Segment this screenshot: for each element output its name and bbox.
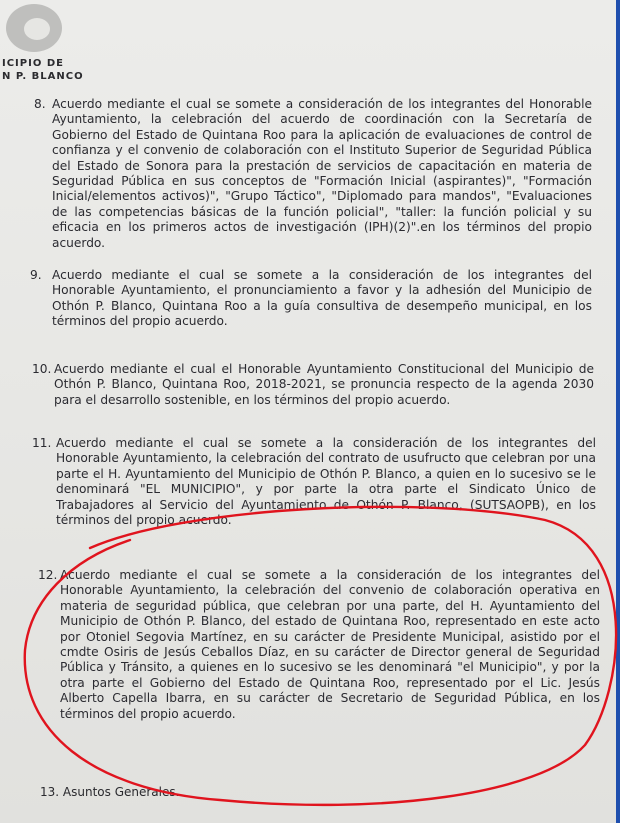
agenda-item-13	[40, 785, 179, 799]
item-number: 13.	[40, 785, 60, 799]
item-text: Acuerdo mediante el cual se somete a la consideración de los integrantes del Honorable Ayuntamiento, la celebración del convenio de colaboración operativa en materia de seguridad pública, que celebran por una parte, del H. Ayuntamiento del Municipio de Othón P. Blanco, del estado de Quintana Roo, representado en este acto por Otoniel Segovia Martínez, en su carácter de Presidente Municipal, asistido por el cmdte Osiris de Jesús Ceballos Díaz, en su carácter de Director general de Seguridad Pública y Tránsito, a quienes en lo sucesivo se les denominará "el Municipio", y por la otra parte el Gobierno del Estado de Quintana Roo, representado por el Lic. Jesús Alberto Capella Ibarra, en su carácter de Secretario de Seguridad Pública, en los términos del propio acuerdo.	[60, 568, 600, 721]
item-text: Acuerdo mediante el cual se somete a la consideración de los integrantes del Honorable Ayuntamiento, el pronunciamiento a favor y la adhesión del Municipio de Othón P. Blanco, Quintana Roo a la guía consultiva de desempeño municipal, en los términos del propio acuerdo.	[52, 268, 592, 329]
item-number: 9.	[30, 268, 42, 282]
municipality-name-line1: ICIPIO DE	[2, 58, 64, 69]
item-number: 8.	[34, 97, 46, 111]
item-text: Acuerdo mediante el cual el Honorable Ayuntamiento Constitucional del Municipio de Othón P. Blanco, Quintana Roo, 2018-2021, se pronuncia respecto de la agenda 2030 para el desarrollo sostenible, en los términos del propio acuerdo.	[54, 362, 594, 407]
item-number: 12.	[38, 568, 58, 582]
screen-edge	[616, 0, 620, 823]
item-text: Acuerdo mediante el cual se somete a consideración de los integrantes del Honorable Ayuntamiento, la celebración del acuerdo de coordinación con la Secretaría de Gobierno del Estado de Quintana Roo para la aplicación de evaluaciones de control de confianza y el convenio de colaboración con el Instituto Superior de Seguridad Pública del Estado de Sonora para la prestación de servicios de capacitación en materia de Seguridad Pública en sus conceptos de "Formación Inicial (aspirantes)", "Formación Inicial/elementos activos)", "Grupo Táctico", "Diplomado para mandos", "Evaluaciones de las competencias básicas de la función policial", "taller: la función policial y su eficacia en los primeros actos de investigación (IPH)(2)".en los términos del propio acuerdo.	[52, 97, 592, 250]
item-text: Asuntos Generales.	[62, 785, 180, 799]
municipality-logo	[6, 4, 62, 52]
item-number: 10.	[32, 362, 52, 376]
municipality-name-line2: N P. BLANCO	[2, 71, 84, 82]
item-number: 11.	[32, 436, 52, 450]
item-text: Acuerdo mediante el cual se somete a la consideración de los integrantes del Honorable Ayuntamiento, la celebración del contrato de usufructo que celebran por una parte el H. Ayuntamiento del Municipio de Othón P. Blanco, a quien en lo sucesivo se le denominará "EL MUNICIPIO", y por parte la otra parte el Sindicato Único de Trabajadores al Servicio del Ayuntamiento de Othón P. Blanco, (SUTSAOPB), en los términos del propio acuerdo.	[56, 436, 596, 528]
